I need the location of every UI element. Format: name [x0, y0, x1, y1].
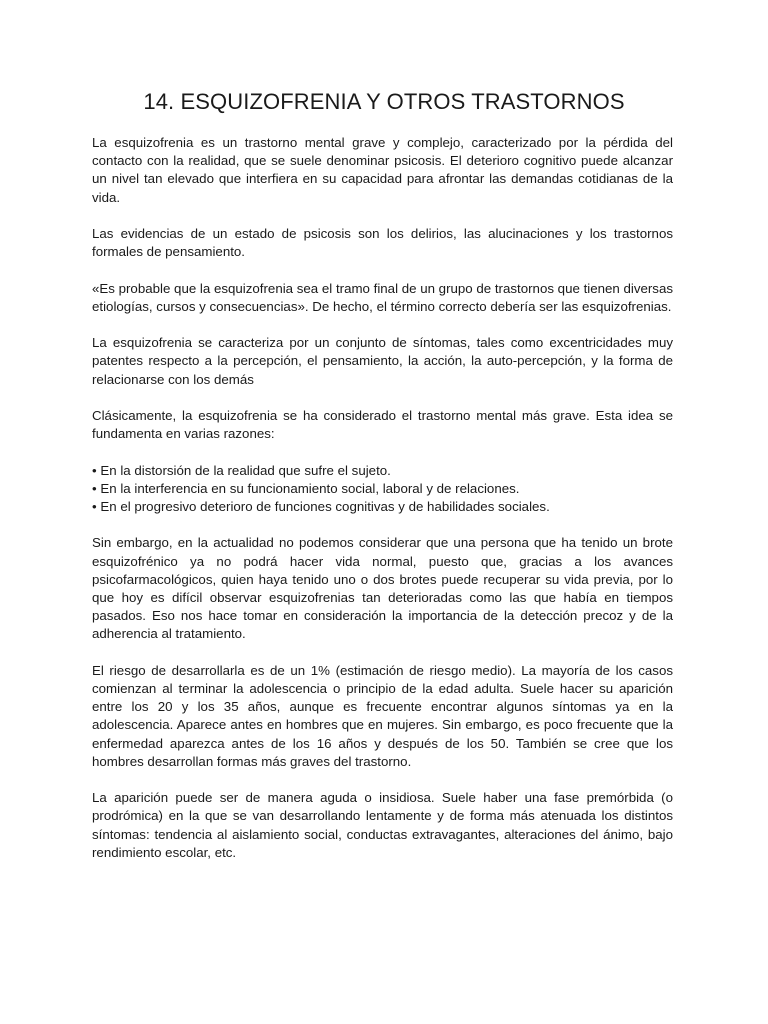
bullet-marker: • — [92, 480, 97, 496]
paragraph-onset: La aparición puede ser de manera aguda o insidiosa. Suele haber una fase premórbida (o prodrómica) en la que se van desarrollando lentamente y de forma más atenuada los distintos síntomas: tendencia al aislamiento social, conductas extravagantes, alteraciones del ánimo, bajo rendimiento escolar, etc. — [92, 790, 673, 860]
bullet-marker: • — [92, 462, 97, 478]
list-item — [92, 498, 673, 516]
list-item — [92, 462, 673, 480]
page-title: 14. ESQUIZOFRENIA Y OTROS TRASTORNOS — [143, 89, 625, 114]
paragraph-risk: El riesgo de desarrollarla es de un 1% (estimación de riesgo medio). La mayoría de los casos comienzan al terminar la adolescencia o principio de la edad adulta. Suele hacer su aparición entre los 20 y los 35 años, aunque es frecuente encontrar algunos síntomas ya en la adolescencia. Aparece antes en hombres que en mujeres. Sin embargo, es poco frecuente que la enfermedad aparezca antes de los 16 años y después de los 50. También se cree que los hombres desarrollan formas más graves del trastorno. — [92, 662, 673, 769]
bullet-marker: • — [92, 498, 97, 514]
list-item-text: En la distorsión de la realidad que sufre el sujeto. — [100, 462, 391, 478]
paragraph-psychosis-evidence: Las evidencias de un estado de psicosis son los delirios, las alucinaciones y los trastornos formales de pensamiento. — [92, 226, 673, 260]
list-item-text: En la interferencia en su funcionamiento social, laboral y de relaciones. — [100, 480, 520, 496]
list-item-text: En el progresivo deterioro de funciones cognitivas y de habilidades sociales. — [100, 498, 550, 514]
paragraph-classic-view: Clásicamente, la esquizofrenia se ha considerado el trastorno mental más grave. Esta idea se fundamenta en varias razones: — [92, 407, 673, 442]
list-item — [92, 480, 673, 498]
document-body — [92, 134, 673, 880]
paragraph-symptoms: La esquizofrenia se caracteriza por un conjunto de síntomas, tales como excentricidades muy patentes respecto a la percepción, el pensamiento, la acción, la auto-percepción, y la forma de relacionarse con los demás — [92, 335, 673, 387]
paragraph-current-outlook: Sin embargo, en la actualidad no podemos considerar que una persona que ha tenido un brote esquizofrénico ya no podrá hacer vida normal, puesto que, gracias a los avances psicofarmacológicos, quien haya tenido uno o dos brotes puede recuperar su vida previa, por lo que hoy es difícil observar esquizofrenias tan deterioradas como las que había en tiempos pasados. Eso nos hace tomar en consideración la importancia de la detección precoz y de la adherencia al tratamiento. — [92, 535, 673, 642]
reasons-list — [92, 462, 673, 517]
paragraph-definition: La esquizofrenia es un trastorno mental grave y complejo, caracterizado por la pérdida del contacto con la realidad, que se suele denominar psicosis. El deterioro cognitivo puede alcanzar un nivel tan elevado que interfiera en su capacidad para afrontar las demandas cotidianas de la vida. — [92, 135, 673, 205]
paragraph-quote: «Es probable que la esquizofrenia sea el tramo final de un grupo de trastornos que tienen diversas etiologías, cursos y consecuencias». De hecho, el término correcto debería ser las esquizofrenias. — [92, 280, 673, 314]
